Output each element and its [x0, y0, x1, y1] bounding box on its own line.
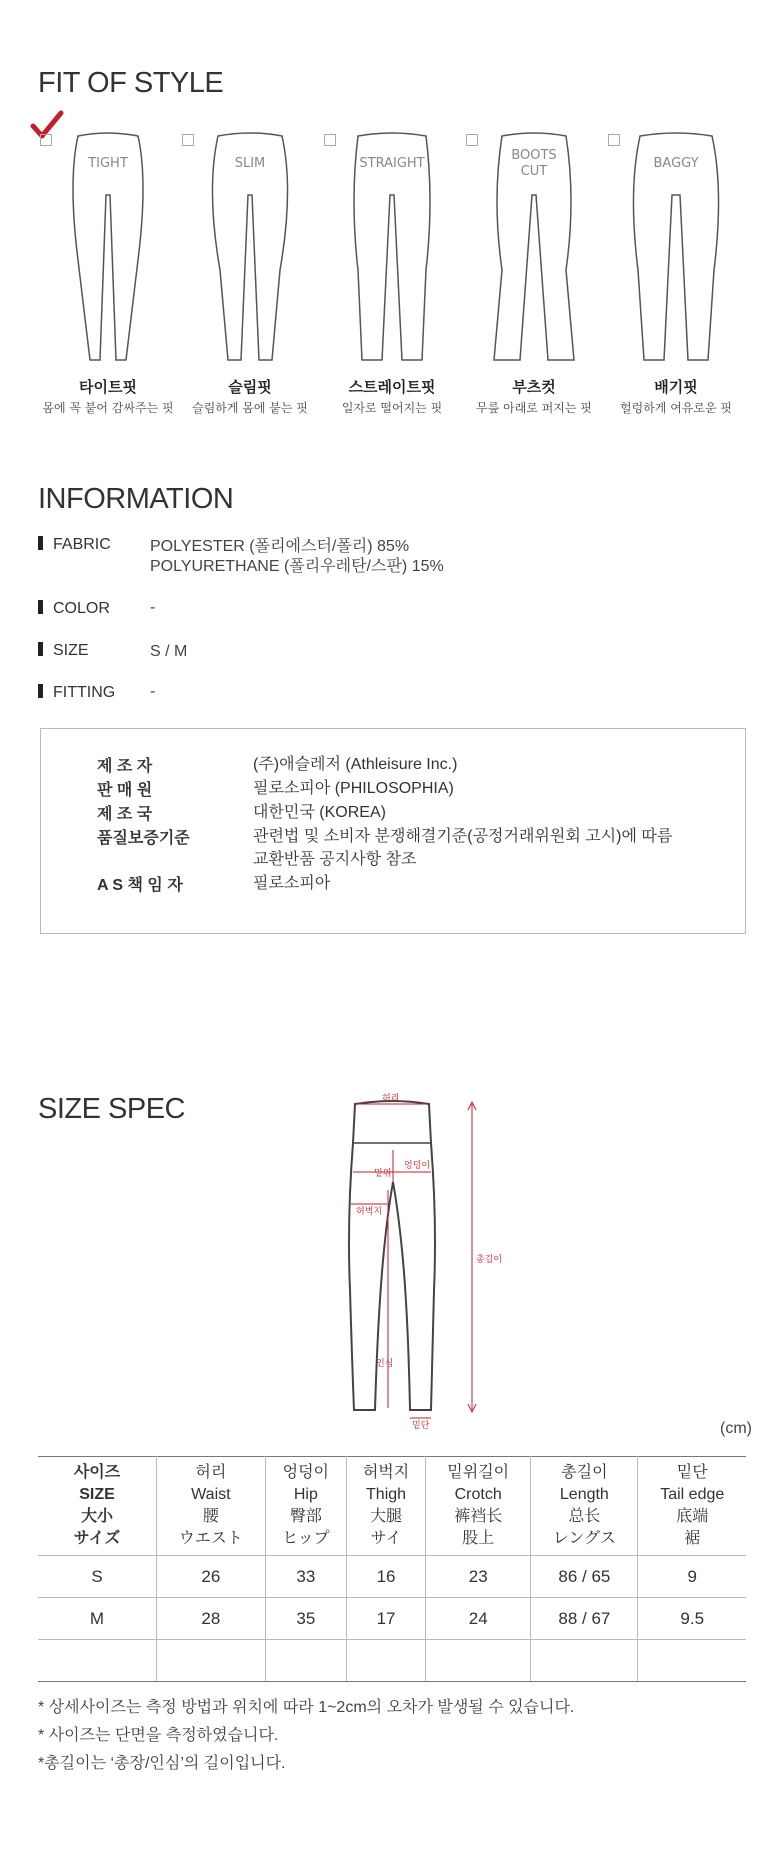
manufacturer-box: [40, 728, 746, 934]
header-crotch: 밑위길이 Crotch 裤裆长 股上: [426, 1457, 531, 1556]
note-2: * 사이즈는 단면을 측정하였습니다.: [38, 1727, 279, 1744]
unit-label: (cm): [720, 1420, 752, 1437]
quality-label: 품질보증기준: [97, 830, 190, 847]
maker-row: [97, 753, 458, 776]
color-value: -: [150, 599, 156, 616]
hip-label: 엉덩이: [404, 1161, 431, 1171]
thigh-cell: 16: [346, 1556, 425, 1598]
slim-desc: 슬림하게 몸에 붙는 핏: [192, 401, 308, 415]
size-cell: [38, 1640, 157, 1682]
country-row: [97, 801, 386, 824]
thigh-cell: 17: [346, 1598, 425, 1640]
fabric-label: FABRIC: [53, 536, 111, 553]
tail-edge-cell: 9: [638, 1556, 746, 1598]
fit-option-baggy[interactable]: [606, 120, 746, 415]
hip-cell: 35: [265, 1598, 346, 1640]
waist-cell: 28: [157, 1598, 266, 1640]
bootscut-label-line1: BOOTS: [511, 148, 557, 163]
size-value: S / M: [150, 643, 188, 660]
fitting-value: -: [150, 683, 156, 700]
baggy-label: BAGGY: [653, 156, 699, 171]
crotch-cell: 23: [426, 1556, 531, 1598]
fit-option-tight[interactable]: [38, 120, 178, 415]
color-row: [38, 600, 149, 618]
fit-option-straight[interactable]: [322, 120, 462, 415]
size-table: [38, 1456, 746, 1682]
as-row: [97, 872, 331, 895]
as-label: A S 책 임 자: [97, 877, 183, 894]
as-value: 필로소피아: [253, 875, 331, 892]
header-hip: 엉덩이 Hip 臀部 ヒップ: [265, 1457, 346, 1556]
hem-label: 밑단: [412, 1421, 430, 1430]
quality-value: [253, 825, 672, 871]
note-3: *총길이는 ‘총장/인심’의 길이입니다.: [38, 1755, 286, 1772]
fitting-label: FITTING: [53, 684, 116, 701]
tail-edge-cell: [638, 1640, 746, 1682]
bootscut-desc: 무릎 아래로 퍼지는 핏: [476, 401, 592, 415]
seller-label: 판 매 원: [97, 782, 153, 799]
tight-label: TIGHT: [88, 156, 128, 171]
seller-value: 필로소피아 (PHILOSOPHIA): [253, 780, 454, 797]
color-label: COLOR: [53, 600, 110, 617]
header-length: 총길이 Length 总长 レングス: [531, 1457, 638, 1556]
fabric-row: [38, 536, 149, 554]
thigh-cell: [346, 1640, 425, 1682]
header-waist: 허리 Waist 腰 ウエスト: [157, 1457, 266, 1556]
seller-row: [97, 777, 454, 800]
slim-label: SLIM: [234, 156, 266, 171]
fabric-line2: POLYURETHANE (폴리우레탄/스판) 15%: [150, 558, 444, 575]
crotch-cell: 24: [426, 1598, 531, 1640]
fabric-value: [150, 537, 444, 577]
size-cell: M: [38, 1598, 157, 1640]
inseam-label: 인심: [376, 1359, 394, 1369]
length-cell: [531, 1640, 638, 1682]
straight-label: STRAIGHT: [359, 156, 425, 171]
length-cell: 88 / 67: [531, 1598, 638, 1640]
hip-cell: 33: [265, 1556, 346, 1598]
information-title: INFORMATION: [38, 483, 234, 515]
length-cell: 86 / 65: [531, 1556, 638, 1598]
straight-title: 스트레이트핏: [348, 378, 436, 396]
fabric-line1: POLYESTER (폴리에스터/폴리) 85%: [150, 538, 410, 555]
table-header-row: [38, 1457, 746, 1556]
length-label: 총길이: [476, 1255, 503, 1265]
table-row: [38, 1598, 746, 1640]
bullet-mark: [38, 600, 43, 614]
table-row: [38, 1556, 746, 1598]
waist-label: 허리: [382, 1094, 400, 1104]
waist-cell: 26: [157, 1556, 266, 1598]
hip-cell: [265, 1640, 346, 1682]
bootscut-label: [464, 148, 604, 180]
fit-option-slim[interactable]: [180, 120, 320, 415]
bullet-mark: [38, 536, 43, 550]
maker-label: 제 조 자: [97, 758, 153, 775]
bullet-mark: [38, 642, 43, 656]
size-cell: S: [38, 1556, 157, 1598]
baggy-desc: 헐렁하게 여유로운 핏: [620, 401, 732, 415]
size-row: [38, 642, 149, 660]
fitting-row: [38, 684, 149, 702]
quality-line1: 관련법 및 소비자 분쟁해결기준(공정거래위원회 고시)에 따름: [253, 828, 673, 845]
country-label: 제 조 국: [97, 806, 153, 823]
header-thigh: 허벅지 Thigh 大腿 サイ: [346, 1457, 425, 1556]
bullet-mark: [38, 684, 43, 698]
fit-of-style-title: FIT OF STYLE: [38, 67, 224, 99]
tight-desc: 몸에 꼭 붙어 감싸주는 핏: [42, 401, 174, 415]
bootscut-title: 부츠컷: [512, 378, 556, 396]
note-1: * 상세사이즈는 측정 방법과 위치에 따라 1~2cm의 오차가 발생될 수 있습니다.: [38, 1699, 575, 1716]
bootscut-label-line2: CUT: [520, 164, 548, 179]
quality-row: [97, 825, 673, 868]
country-value: 대한민국 (KOREA): [253, 804, 386, 821]
size-spec-diagram: [330, 1090, 530, 1430]
quality-line2: 교환반품 공지사항 참조: [253, 851, 417, 868]
straight-desc: 일자로 떨어지는 핏: [341, 401, 443, 415]
crotch-cell: [426, 1640, 531, 1682]
crotch-label: 밑위: [374, 1169, 392, 1179]
maker-value: (주)애슬레저 (Athleisure Inc.): [253, 756, 458, 773]
tail-edge-cell: 9.5: [638, 1598, 746, 1640]
waist-cell: [157, 1640, 266, 1682]
size-label: SIZE: [53, 642, 89, 659]
fit-option-bootscut[interactable]: [464, 120, 604, 415]
slim-title: 슬림핏: [228, 378, 272, 396]
size-spec-title: SIZE SPEC: [38, 1093, 185, 1125]
header-tail-edge: 밑단 Tail edge 底端 裾: [638, 1457, 746, 1556]
baggy-title: 배기핏: [654, 378, 698, 396]
tight-title: 타이트핏: [79, 378, 137, 396]
table-row: [38, 1640, 746, 1682]
header-size: 사이즈 SIZE 大小 サイズ: [38, 1457, 157, 1556]
thigh-label: 허벅지: [356, 1207, 383, 1217]
